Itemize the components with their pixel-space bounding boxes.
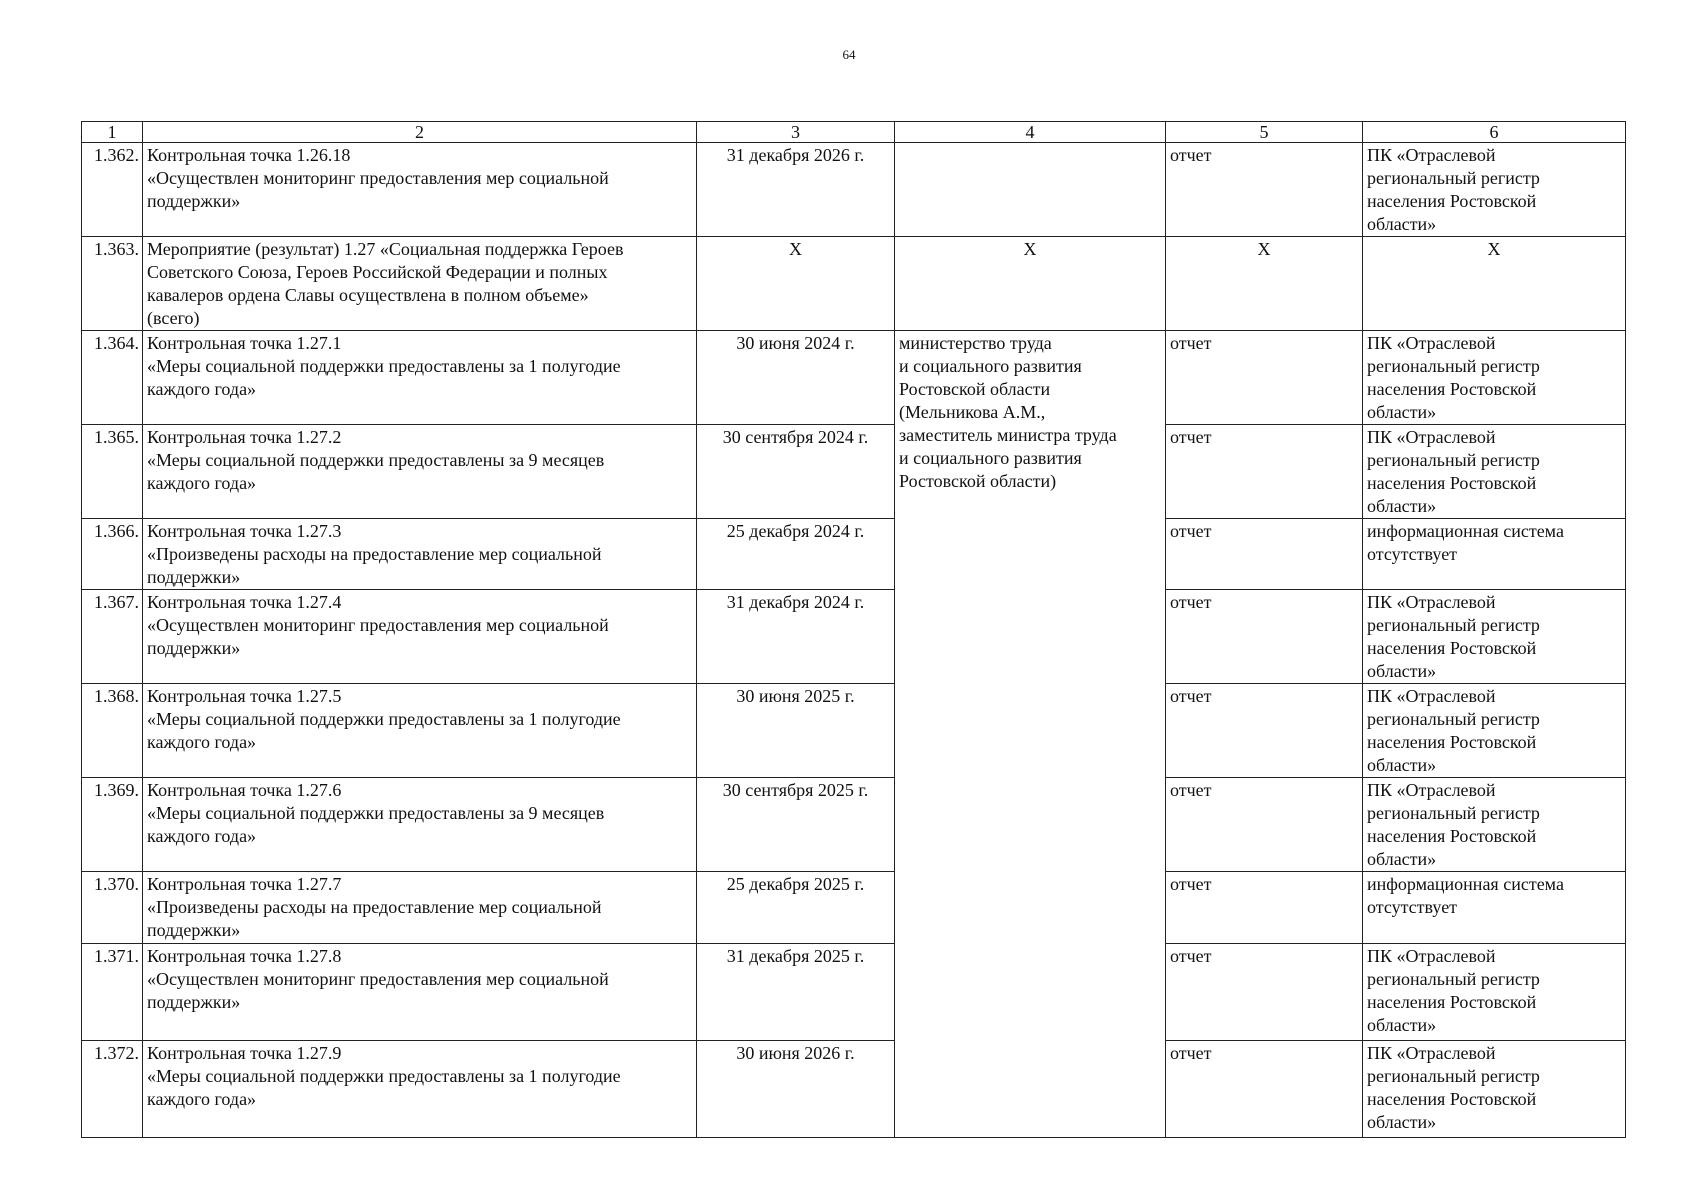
row-number: 1.371. <box>82 944 143 1041</box>
row-number: 1.367. <box>82 590 143 684</box>
row-title: Контрольная точка 1.27.5 <box>147 686 342 706</box>
row-document-type: отчет <box>1166 778 1363 872</box>
row-document-type: отчет <box>1166 872 1363 944</box>
x-mark: Х <box>1363 237 1626 331</box>
column-number: 6 <box>1363 122 1626 143</box>
row-description <box>143 143 697 237</box>
row-date: 31 декабря 2025 г. <box>697 944 895 1041</box>
row-document-type: отчет <box>1166 519 1363 590</box>
row-number: 1.363. <box>82 237 143 331</box>
table-row <box>82 778 1626 872</box>
row-information-system: информационная система отсутствует <box>1363 519 1626 590</box>
row-title: Контрольная точка 1.27.8 <box>147 946 342 966</box>
row-number: 1.364. <box>82 331 143 425</box>
row-information-system: ПК «Отраслевой региональный регистр населения Ростовской области» <box>1363 1041 1626 1138</box>
column-number: 3 <box>697 122 895 143</box>
responsible-executor: министерство труда и социального развития Ростовской области (Мельникова А.М., заместитель министра труда и социального развития Ростовской области) <box>895 331 1166 1138</box>
row-document-type: отчет <box>1166 425 1363 519</box>
row-text: «Меры социальной поддержки предоставлены за 1 полугодие каждого года» <box>147 356 621 399</box>
row-number: 1.369. <box>82 778 143 872</box>
row-number: 1.366. <box>82 519 143 590</box>
table-row <box>82 684 1626 778</box>
row-text: Советского Союза, Героев Российской Федерации и полных кавалеров ордена Славы осуществлена в полном объеме» (всего) <box>147 262 608 328</box>
row-date: 30 июня 2026 г. <box>697 1041 895 1138</box>
row-information-system: ПК «Отраслевой региональный регистр населения Ростовской области» <box>1363 590 1626 684</box>
row-text: «Осуществлен мониторинг предоставления мер социальной поддержки» <box>147 168 609 211</box>
row-text: «Произведены расходы на предоставление мер социальной поддержки» <box>147 544 602 587</box>
table-row <box>82 944 1626 1041</box>
row-title: Контрольная точка 1.26.18 <box>147 145 351 165</box>
table-row <box>82 590 1626 684</box>
row-date: 30 июня 2024 г. <box>697 331 895 425</box>
row-number: 1.372. <box>82 1041 143 1138</box>
row-date: 30 сентября 2024 г. <box>697 425 895 519</box>
row-description <box>143 331 697 425</box>
table-row <box>82 519 1626 590</box>
table-row <box>82 425 1626 519</box>
row-text: «Меры социальной поддержки предоставлены за 9 месяцев каждого года» <box>147 803 605 846</box>
row-date: 31 декабря 2026 г. <box>697 143 895 237</box>
x-mark: Х <box>697 237 895 331</box>
row-document-type: отчет <box>1166 143 1363 237</box>
column-number: 4 <box>895 122 1166 143</box>
row-number: 1.365. <box>82 425 143 519</box>
row-description <box>143 590 697 684</box>
row-text: «Меры социальной поддержки предоставлены за 1 полугодие каждого года» <box>147 1066 621 1109</box>
column-number-row <box>82 122 1626 143</box>
schedule-table <box>81 121 1626 1138</box>
row-date: 25 декабря 2025 г. <box>697 872 895 944</box>
row-date: 25 декабря 2024 г. <box>697 519 895 590</box>
row-number: 1.362. <box>82 143 143 237</box>
column-number: 2 <box>143 122 697 143</box>
column-number: 5 <box>1166 122 1363 143</box>
row-date: 31 декабря 2024 г. <box>697 590 895 684</box>
row-information-system: ПК «Отраслевой региональный регистр населения Ростовской области» <box>1363 143 1626 237</box>
x-mark: Х <box>1166 237 1363 331</box>
row-description <box>143 425 697 519</box>
row-document-type: отчет <box>1166 944 1363 1041</box>
row-description <box>143 237 697 331</box>
page-number: 64 <box>842 47 856 62</box>
row-description <box>143 684 697 778</box>
row-text: «Произведены расходы на предоставление мер социальной поддержки» <box>147 897 602 940</box>
row-title: Контрольная точка 1.27.4 <box>147 592 342 612</box>
row-text: «Осуществлен мониторинг предоставления мер социальной поддержки» <box>147 615 609 658</box>
row-text: «Меры социальной поддержки предоставлены за 1 полугодие каждого года» <box>147 709 621 752</box>
row-title: Контрольная точка 1.27.6 <box>147 780 342 800</box>
row-number: 1.370. <box>82 872 143 944</box>
row-document-type: отчет <box>1166 331 1363 425</box>
row-information-system: ПК «Отраслевой региональный регистр населения Ростовской области» <box>1363 944 1626 1041</box>
row-description <box>143 1041 697 1138</box>
table-row <box>82 237 1626 331</box>
row-title: Контрольная точка 1.27.7 <box>147 874 342 894</box>
row-description <box>143 944 697 1041</box>
table-row <box>82 1041 1626 1138</box>
row-information-system: ПК «Отраслевой региональный регистр населения Ростовской области» <box>1363 425 1626 519</box>
row-title: Контрольная точка 1.27.9 <box>147 1043 342 1063</box>
row-number: 1.368. <box>82 684 143 778</box>
row-title: Мероприятие (результат) 1.27 «Социальная поддержка Героев <box>147 239 624 259</box>
row-text: «Осуществлен мониторинг предоставления мер социальной поддержки» <box>147 969 609 1012</box>
row-information-system: ПК «Отраслевой региональный регистр населения Ростовской области» <box>1363 778 1626 872</box>
row-text: «Меры социальной поддержки предоставлены за 9 месяцев каждого года» <box>147 450 605 493</box>
row-date: 30 сентября 2025 г. <box>697 778 895 872</box>
column-number: 1 <box>82 122 143 143</box>
row-description <box>143 778 697 872</box>
row-description <box>143 519 697 590</box>
row-information-system: ПК «Отраслевой региональный регистр населения Ростовской области» <box>1363 331 1626 425</box>
row-title: Контрольная точка 1.27.2 <box>147 427 342 447</box>
x-mark: Х <box>895 237 1166 331</box>
table-row <box>82 331 1626 425</box>
table-row <box>82 143 1626 237</box>
row-information-system: ПК «Отраслевой региональный регистр населения Ростовской области» <box>1363 684 1626 778</box>
row-title: Контрольная точка 1.27.1 <box>147 333 342 353</box>
table-row <box>82 872 1626 944</box>
row-responsible-empty <box>895 143 1166 237</box>
row-document-type: отчет <box>1166 590 1363 684</box>
row-description <box>143 872 697 944</box>
row-information-system: информационная система отсутствует <box>1363 872 1626 944</box>
row-document-type: отчет <box>1166 1041 1363 1138</box>
row-document-type: отчет <box>1166 684 1363 778</box>
row-date: 30 июня 2025 г. <box>697 684 895 778</box>
row-title: Контрольная точка 1.27.3 <box>147 521 342 541</box>
